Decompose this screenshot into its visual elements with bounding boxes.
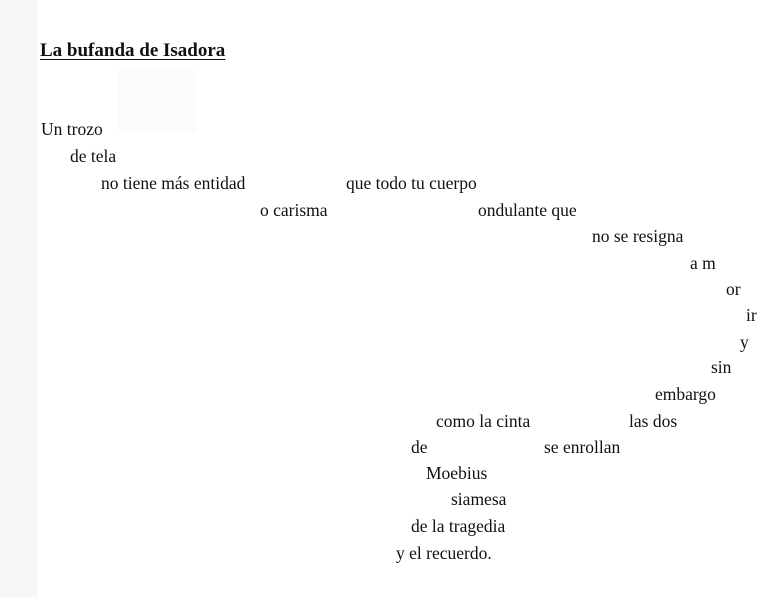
poem-line: de tela: [70, 146, 117, 166]
poem-line: Moebius: [426, 463, 488, 483]
poem-line: embargo: [655, 384, 716, 404]
poem-line: se enrollan: [544, 437, 621, 457]
poem-line: como la cinta: [436, 411, 531, 431]
poem-line: no tiene más entidad: [101, 173, 246, 193]
poem-title: La bufanda de Isadora: [40, 40, 226, 61]
poem-line: Un trozo: [41, 119, 103, 139]
poem-line: y el recuerdo.: [396, 543, 492, 563]
poem-line: a m: [690, 253, 716, 273]
poem-line: de la tragedia: [411, 516, 506, 536]
poem-line: de: [411, 437, 428, 457]
poem-line: y: [740, 332, 749, 352]
poem-line: or: [726, 279, 741, 299]
poem-line: siamesa: [451, 489, 507, 509]
poem-line: las dos: [629, 411, 678, 431]
poem-line: que todo tu cuerpo: [346, 173, 477, 193]
poem-line: o carisma: [260, 200, 328, 220]
poem-line: no se resigna: [592, 226, 684, 246]
poem-line: ir: [746, 305, 757, 325]
poem-line: ondulante que: [478, 200, 577, 220]
scan-artifact: [118, 70, 196, 132]
poem-line: sin: [711, 357, 732, 377]
